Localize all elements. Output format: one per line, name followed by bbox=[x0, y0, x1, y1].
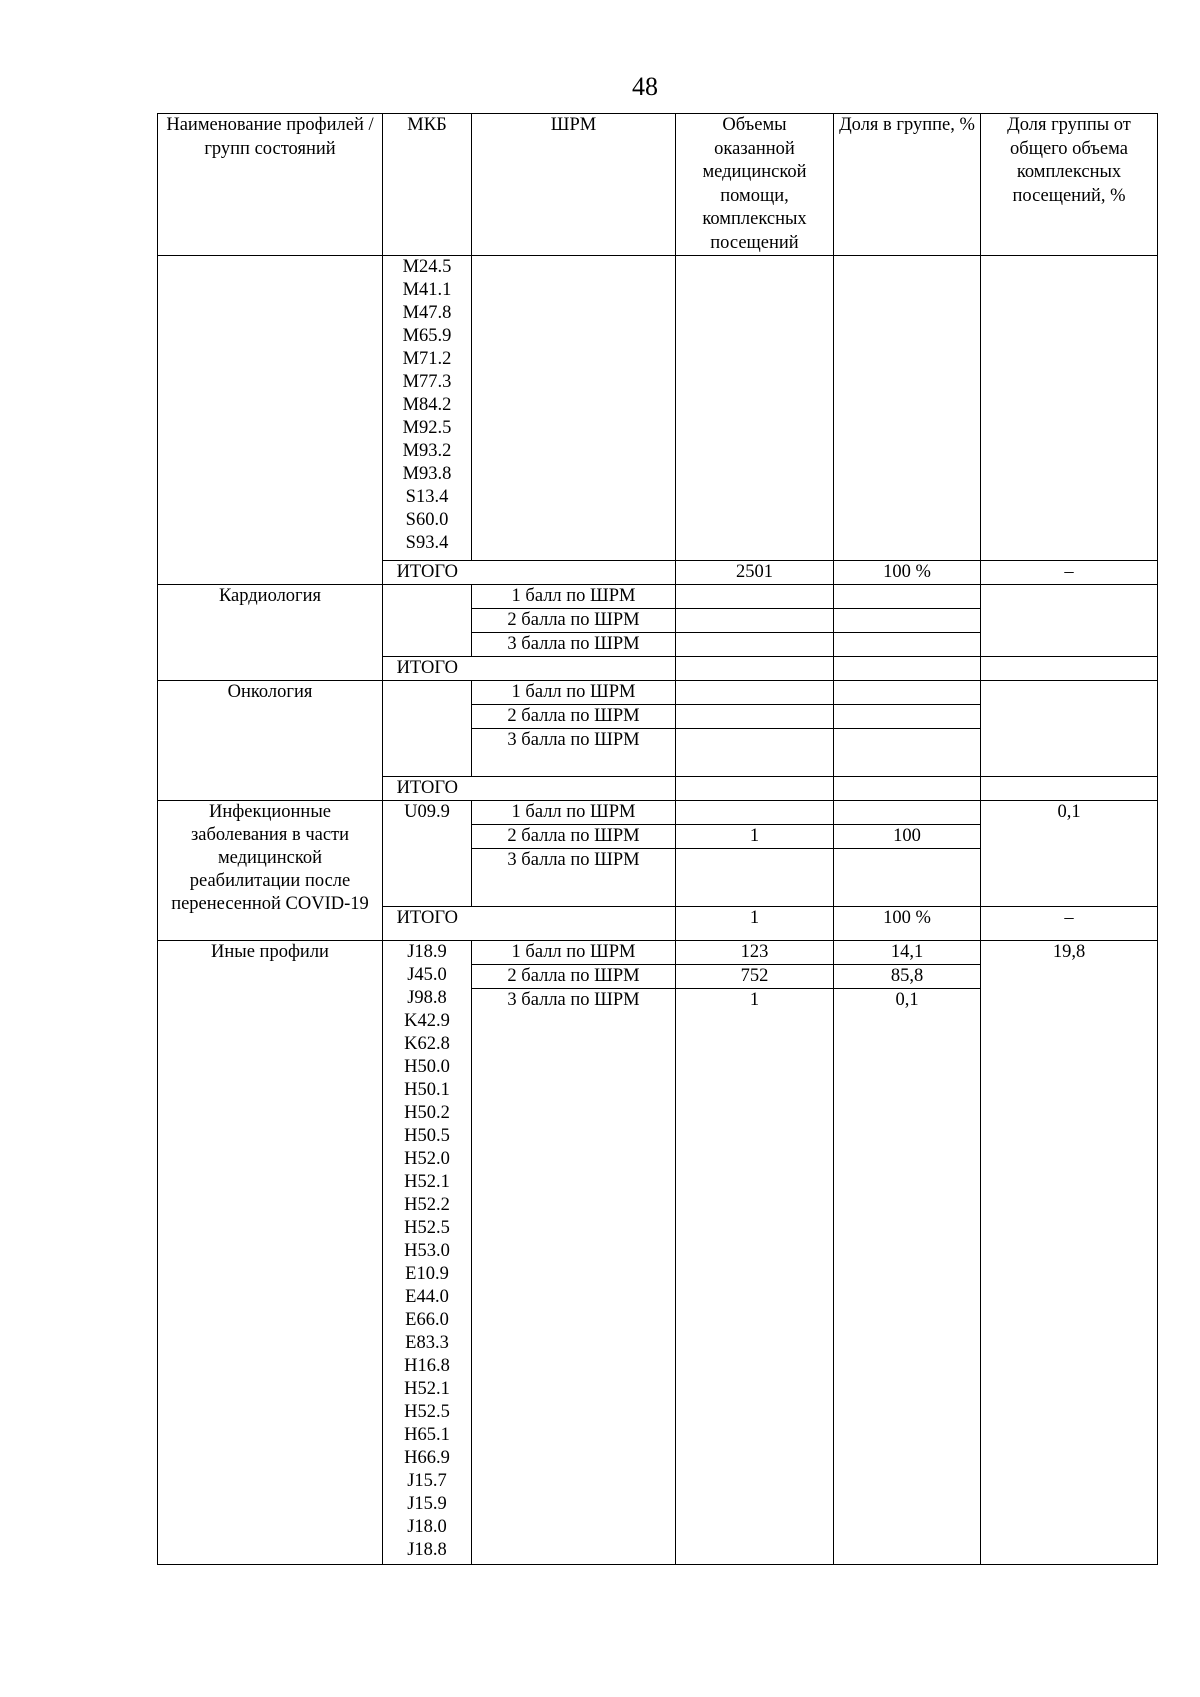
continuation-codes: M24.5 M41.1 M47.8 M65.9 M71.2 M77.3 M84.2 M92.5 M93.2 M93.8 S13.4 S60.0 S93.4 bbox=[383, 256, 472, 561]
profile-cardiology: Кардиология bbox=[158, 585, 383, 681]
table-row: Кардиология 1 балл по ШРМ bbox=[158, 585, 1158, 609]
total-volume: 1 bbox=[676, 907, 834, 941]
total-label: ИТОГО bbox=[383, 657, 472, 681]
infectious-code: U09.9 bbox=[383, 801, 472, 907]
total-share: 100 % bbox=[834, 561, 981, 585]
header-profile-name: Наименование профилей / групп состояний bbox=[158, 114, 383, 256]
table-header-row bbox=[158, 114, 1158, 256]
profile-infectious: Инфекционные заболевания в части медицинской реабилитации после перенесенной COVID-19 bbox=[158, 801, 383, 941]
table-row: 3 балла по ШРМ bbox=[158, 633, 1158, 657]
header-volume: Объемы оказанной медицинской помощи, комплексных посещений bbox=[676, 114, 834, 256]
total-label: ИТОГО bbox=[383, 907, 472, 941]
table-row: 2 балла по ШРМ bbox=[158, 609, 1158, 633]
infectious-group-share: 0,1 bbox=[981, 801, 1158, 907]
profile-other: Иные профили bbox=[158, 941, 383, 1565]
table-row: Иные профили J18.9 J45.0 J98.8 K42.9 K62.8 H50.0 H50.1 H50.2 H50.5 H52.0 H52.1 H52.2 H52.5 H53.0 E10.9 E44.0 E66.0 E83.3 H16.8 H52.1 H52.5 H65.1 H66.9 J15.7 J15.9 J18.0 J18.8 1 балл по ШРМ 123 14,1 19,8 bbox=[158, 941, 1158, 965]
total-label: ИТОГО bbox=[383, 777, 472, 801]
page-number: 48 bbox=[632, 72, 658, 101]
table-row: Инфекционные заболевания в части медицинской реабилитации после перенесенной COVID-19 U09.9 1 балл по ШРМ 0,1 bbox=[158, 801, 1158, 825]
total-group-share: – bbox=[981, 907, 1158, 941]
total-share: 100 % bbox=[834, 907, 981, 941]
table-row: 3 балла по ШРМ 1 0,1 bbox=[158, 989, 1158, 1565]
header-shrm: ШРМ bbox=[472, 114, 676, 256]
total-group-share: – bbox=[981, 561, 1158, 585]
profile-oncology: Онкология bbox=[158, 681, 383, 801]
table-row: 2 балла по ШРМ 752 85,8 bbox=[158, 965, 1158, 989]
table-row bbox=[158, 256, 1158, 561]
table-row: Онкология 1 балл по ШРМ bbox=[158, 681, 1158, 705]
table-row: 2 балла по ШРМ 1 100 bbox=[158, 825, 1158, 849]
table-row: 3 балла по ШРМ bbox=[158, 849, 1158, 907]
other-codes: J18.9 J45.0 J98.8 K42.9 K62.8 H50.0 H50.1 H50.2 H50.5 H52.0 H52.1 H52.2 H52.5 H53.0 E10.9 E44.0 E66.0 E83.3 H16.8 H52.1 H52.5 H65.1 H66.9 J15.7 J15.9 J18.0 J18.8 bbox=[383, 941, 472, 1565]
header-share-in-group: Доля в группе, % bbox=[834, 114, 981, 256]
table-row: 3 балла по ШРМ bbox=[158, 729, 1158, 777]
continuation-profile-cell bbox=[158, 256, 383, 585]
total-volume: 2501 bbox=[676, 561, 834, 585]
header-group-share-total: Доля группы от общего объема комплексных посещений, % bbox=[981, 114, 1158, 256]
other-group-share: 19,8 bbox=[981, 941, 1158, 1565]
total-label: ИТОГО bbox=[383, 561, 472, 585]
header-mkb: МКБ bbox=[383, 114, 472, 256]
table-row: 2 балла по ШРМ bbox=[158, 705, 1158, 729]
rehabilitation-volume-table bbox=[157, 113, 1158, 1565]
